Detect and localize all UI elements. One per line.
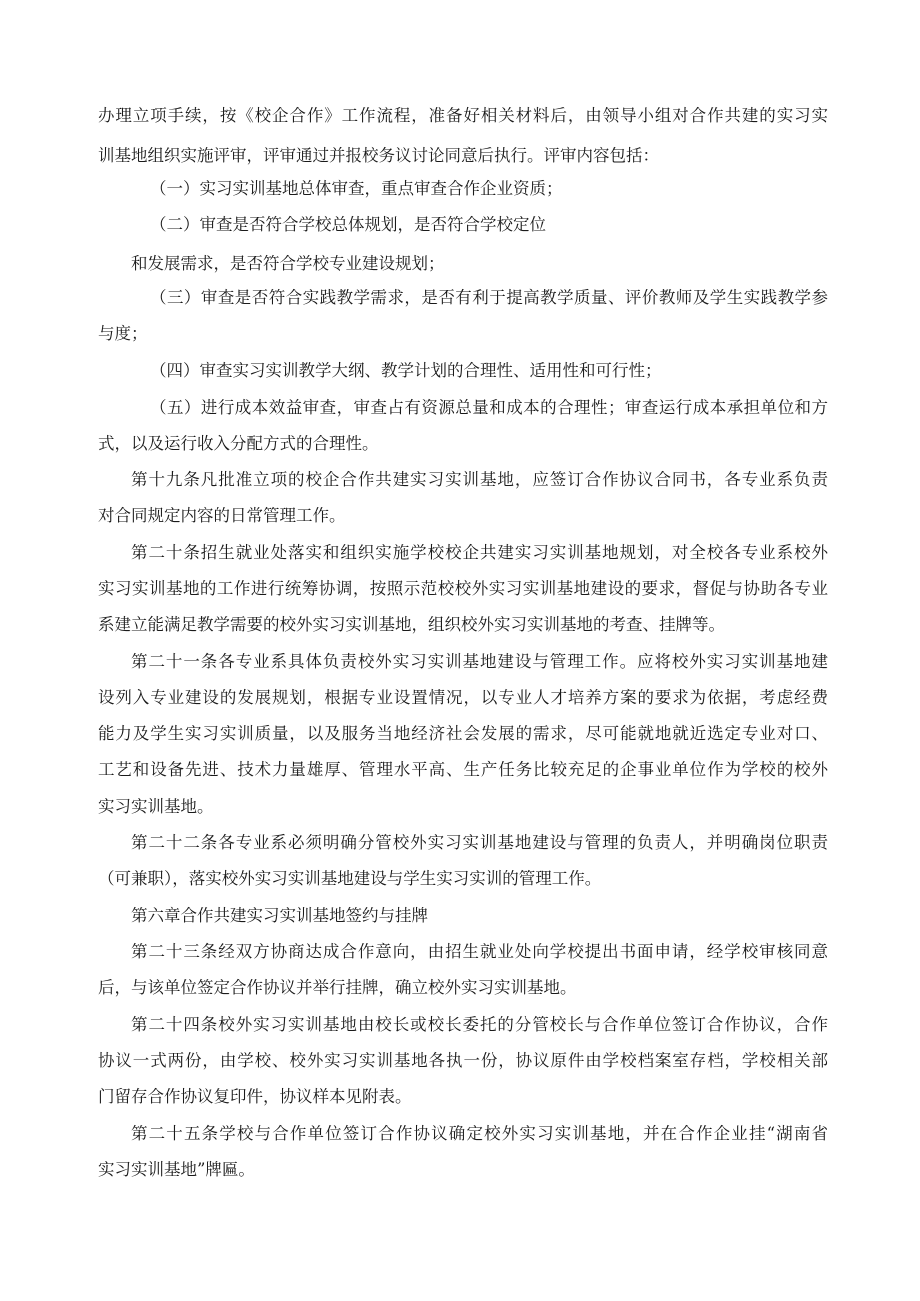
- text-line: 后，与该单位签定合作协议并举行挂牌，确立校外实习实训基地。: [98, 978, 577, 997]
- text-line: 与度；: [98, 324, 148, 343]
- text-line: 式，以及运行收入分配方式的合理性。: [98, 434, 379, 453]
- text-line: 第二十条招生就业处落实和组织实施学校校企共建实习实训基地规划，对全校各专业系校外: [131, 543, 828, 562]
- text-line: 办理立项手续，按《校企合作》工作流程，准备好相关材料后，由领导小组对合作共建的实习实: [98, 106, 828, 125]
- text-line: 训基地组织实施评审，评审通过并报校务议讨论同意后执行。评审内容包括：: [98, 146, 659, 165]
- text-line: 协议一式两份，由学校、校外实习实训基地各执一份，协议原件由学校档案室存档，学校相关部: [98, 1051, 828, 1070]
- text-line: 第二十二条各专业系必须明确分管校外实习实训基地建设与管理的负责人，并明确岗位职责: [131, 833, 828, 852]
- text-line: 第二十一条各专业系具体负责校外实习实训基地建设与管理工作。应将校外实习实训基地建: [131, 652, 828, 671]
- text-line: 对合同规定内容的日常管理工作。: [98, 506, 346, 525]
- chapter-heading: 第六章合作共建实习实训基地签约与挂牌: [131, 906, 428, 925]
- text-line: 实习实训基地的工作进行统筹协调，按照示范校校外实习实训基地建设的要求，督促与协助各专业: [98, 579, 828, 598]
- text-line: （可兼职），落实校外实习实训基地建设与学生实习实训的管理工作。: [98, 869, 602, 888]
- text-line: （四）审查实习实训教学大纲、教学计划的合理性、适用性和可行性；: [150, 361, 662, 380]
- text-line: 门留存合作协议复印件，协议样本见附表。: [98, 1087, 412, 1106]
- text-line: （一）实习实训基地总体审查，重点审查合作企业资质；: [150, 179, 563, 198]
- text-line: 第二十四条校外实习实训基地由校长或校长委托的分管校长与合作单位签订合作协议，合作: [131, 1015, 828, 1034]
- text-line: （五）进行成本效益审查，审查占有资源总量和成本的合理性；审查运行成本承担单位和方: [150, 398, 828, 417]
- text-line: （三）审查是否符合实践教学需求，是否有利于提高教学质量、评价教师及学生实践教学参: [150, 288, 828, 307]
- text-line: 系建立能满足教学需要的校外实习实训基地，组织校外实习实训基地的考查、挂牌等。: [98, 615, 725, 634]
- text-line: （二）审查是否符合学校总体规划，是否符合学校定位: [150, 215, 546, 234]
- text-line: 设列入专业建设的发展规划，根据专业设置情况，以专业人才培养方案的要求为依据，考虑经费: [98, 688, 828, 707]
- text-line: 工艺和设备先进、技术力量雄厚、管理水平高、生产任务比较充足的企事业单位作为学校的校外: [98, 760, 828, 779]
- text-line: 和发展需求，是否符合学校专业建设规划；: [131, 254, 445, 273]
- text-line: 第二十三条经双方协商达成合作意向，由招生就业处向学校提出书面申请，经学校审核同意: [131, 942, 828, 961]
- text-line: 能力及学生实习实训质量，以及服务当地经济社会发展的需求，尽可能就地就近选定专业对口、: [98, 724, 828, 743]
- text-line: 实习实训基地”牌匾。: [98, 1160, 255, 1179]
- text-line: 实习实训基地。: [98, 797, 214, 816]
- text-line: 第二十五条学校与合作单位签订合作协议确定校外实习实训基地，并在合作企业挂“湖南省: [131, 1124, 828, 1143]
- text-line: 第十九条凡批准立项的校企合作共建实习实训基地，应签订合作协议合同书，各专业系负责: [131, 470, 828, 489]
